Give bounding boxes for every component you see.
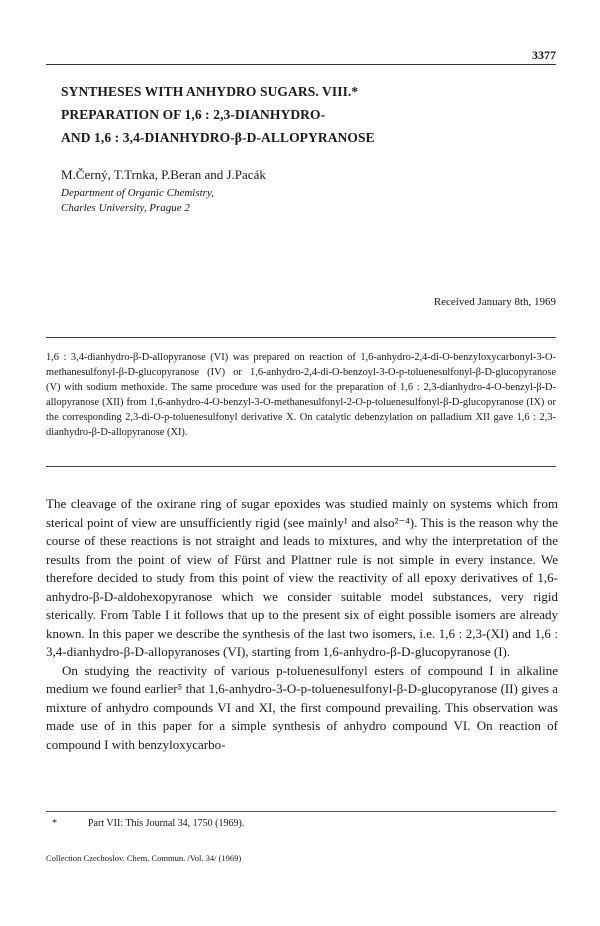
title-line-3: AND 1,6 : 3,4-DIANHYDRO-β-D-ALLOPYRANOSE [61, 130, 375, 145]
abstract-bottom-rule [46, 466, 556, 467]
article-title [61, 80, 531, 149]
abstract-text: 1,6 : 3,4-dianhydro-β-D-allopyranose (VI) was prepared on reaction of 1,6-anhydro-2,4-di-O-benzyloxycarbonyl-3-O-methanesulfonyl-β-D-glucopyranose (IV) or 1,6-anhydro-2,4-di-O-benzoyl-3-O-p-toluenesulfonyl-β-D-glucopyranose (V) with sodium methoxide. The same procedure was used for the preparation of 1,6 : 2,3-dianhydro-4-O-benzyl-β-D-allopyranose (XII) from 1,6-anhydro-4-O-benzyl-3-O-methanesulfonyl-2-O-p-toluenesulfonyl-β-D-glucopyranose (IX) or the corresponding 2,3-di-O-p-toluenesulfonyl derivative X. On catalytic debenzylation on palladium XII gave 1,6 : 2,3-dianhydro-β-D-allopyranose (XI). [46, 352, 556, 438]
journal-footer: Collection Czechoslov. Chem. Commun. /Vol. 34/ (1969) [46, 853, 242, 863]
body-text [46, 495, 558, 754]
footnote-text: Part VII: This Journal 34, 1750 (1969). [88, 818, 245, 829]
author-list: M.Černý, T.Trnka, P.Beran and J.Pacák [61, 167, 266, 182]
title-line-2: PREPARATION OF 1,6 : 2,3-DIANHYDRO- [61, 107, 326, 122]
page-number: 3377 [532, 48, 556, 62]
title-line-1: SYNTHESES WITH ANHYDRO SUGARS. VIII.* [61, 84, 359, 99]
header-rule [46, 64, 556, 65]
body-paragraph: On studying the reactivity of various p-toluenesulfonyl esters of compound I in alkaline medium we found earlier⁵ that 1,6-anhydro-3-O-p-toluenesulfonyl-β-D-glucopyranose (II) gives a mixture of anhydro compounds VI and XI, the first compound prevailing. This observation was made use of in this paper for a simple synthesis of anhydro compound VI. On reaction of compound I with benzyloxycarbo- [46, 662, 558, 752]
affiliation-line-2: Charles University, Prague 2 [61, 202, 190, 214]
body-paragraph: The cleavage of the oxirane ring of sugar epoxides was studied mainly on systems which from sterical point of view are unsufficiently rigid (see mainly¹ and also²⁻⁴). This is the reason why the course of these reactions is not straight and leads to mixtures, and why the interpretation of the results from the point of view of Fürst and Plattner rule is not simple in every instance. We therefore decided to study from this point of view the reactivity of all epoxy derivatives of 1,6-anhydro-β-D-aldohexopyranose which we consider suitable model substances, very rigid sterically. From Table I it follows that up to the present six of eight possible isomers are already known. In this paper we describe the synthesis of the last two isomers, i.e. 1,6 : 2,3-(XI) and 1,6 : 3,4-dianhydro-β-D-allopyranoses (VI), starting from 1,6-anhydro-β-D-glucopyranose (I). [46, 496, 558, 659]
affiliation [61, 186, 214, 216]
abstract-top-rule [46, 337, 556, 338]
footnote-mark: * [52, 818, 57, 829]
footnote-rule [46, 811, 556, 812]
received-date: Received January 8th, 1969 [433, 296, 556, 308]
abstract [46, 350, 556, 440]
footnote [52, 818, 244, 829]
affiliation-line-1: Department of Organic Chemistry, [61, 187, 214, 199]
